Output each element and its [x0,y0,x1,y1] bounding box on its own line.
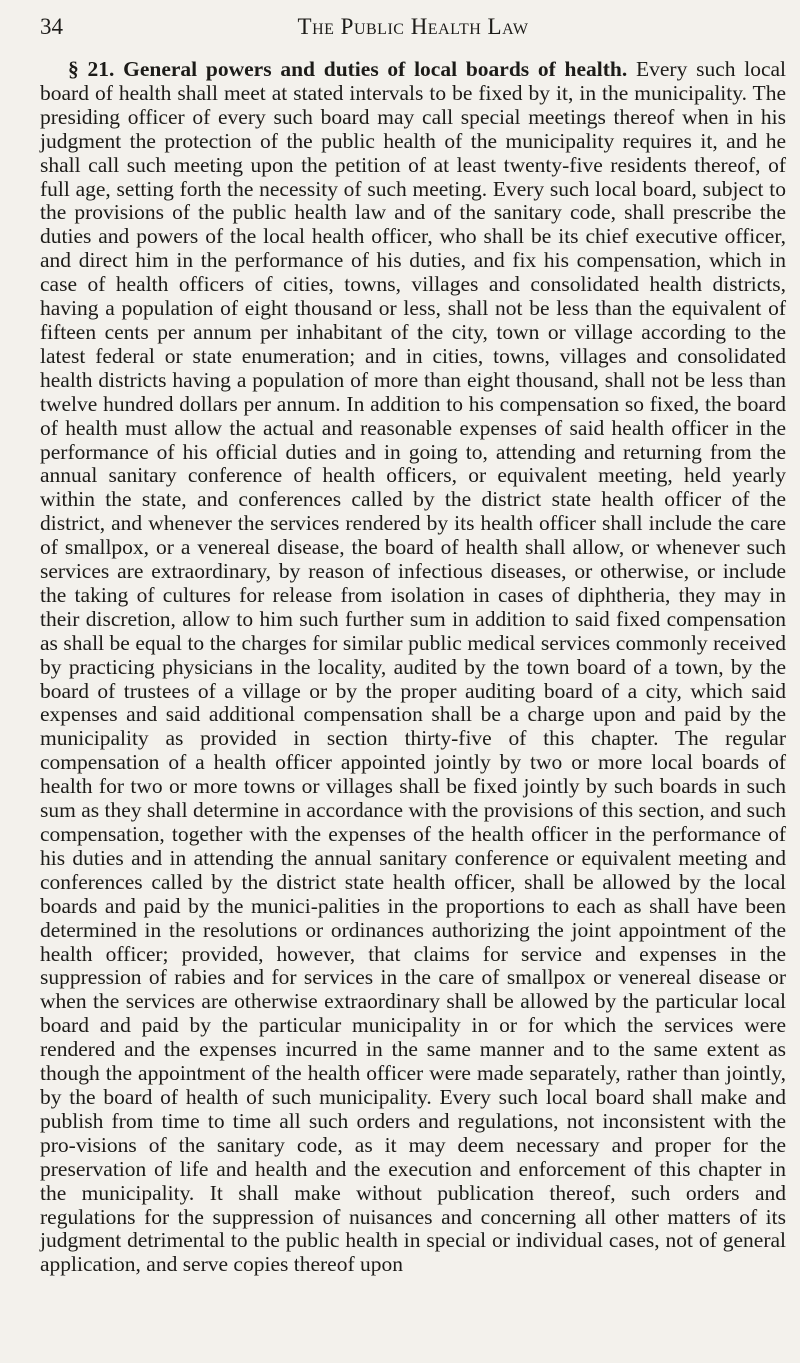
section-number: § 21. [68,57,115,81]
running-title: The Public Health Law [297,14,529,39]
page-number: 34 [40,14,63,39]
section-body-text: Every such local board of health shall meet at stated intervals to be fixed by it, in the municipality. The presiding officer of every such board may call special meetings thereof when in his judgment the protection of the public health of the municipality requires it, and he shall call such meeting upon the petition of at least twenty-five residents thereof, of full age, setting forth the necessity of such meeting. Every such local board, subject to the provisions of the public health law and of the sanitary code, shall prescribe the duties and powers of the local health officer, who shall be its chief executive officer, and direct him in the performance of his duties, and fix his compensation, which in case of health officers of cities, towns, villages and consolidated health districts, having a population of eight thousand or less, shall not be less than the equivalent of fifteen cents per annum per inhabitant of the city, town or village according to the latest federal or state enumeration; and in cities, towns, villages and consolidated health districts having a population of more than eight thousand, shall not be less than twelve hundred dollars per annum. In addition to his compensation so fixed, the board of health must allow the actual and reasonable expenses of said health officer in the performance of his official duties and in going to, attending and returning from the annual sanitary conference of health officers, or equivalent meeting, held yearly within the state, and conferences called by the district state health officer of the district, and whenever the services rendered by its health officer shall include the care of smallpox, or a venereal disease, the board of health shall allow, or whenever such services are extraordinary, by reason of infectious diseases, or otherwise, or include the taking of cultures for release from isolation in cases of diphtheria, they may in their discretion, allow to him such further sum in addition to said fixed compensation as shall be equal to the charges for similar public medical services commonly received by practicing physicians in the locality, audited by the town board of a town, by the board of trustees of a village or by the proper auditing board of a city, which said expenses and said additional compensation shall be a charge upon and paid by the municipality as provided in section thirty-five of this chapter. The regular compensation of a health officer appointed jointly by two or more local boards of health for two or more towns or villages shall be fixed jointly by such boards in such sum as they shall determine in accordance with the provisions of this section, and such compensation, together with the expenses of the health officer in the performance of his duties and in attending the annual sanitary conference or equivalent meeting and conferences called by the district state health officer, shall be allowed by the local boards and paid by the munici-palities in the proportions to each as shall have been determined in the resolutions or ordinances authorizing the joint appointment of the health officer; provided, however, that claims for service and expenses in the suppression of rabies and for services in the care of smallpox or venereal disease or when the services are otherwise extraordinary shall be allowed by the particular local board and paid by the particular municipality in or for which the services were rendered and the expenses incurred in the same manner and to the same extent as though the appointment of the health officer were made separately, rather than jointly, by the board of health of such municipality. Every such local board shall make and publish from time to time all such orders and regulations, not inconsistent with the pro-visions of the sanitary code, as it may deem necessary and proper for the preservation of life and health and the execution and enforcement of this chapter in the municipality. It shall make without publication thereof, such orders and regulations for the suppression of nuisances and concerning all other matters of its judgment detrimental to the public health in special or individual cases, not of general application, and serve copies thereof upon [40,57,787,1277]
section-heading: General powers and duties of local boards of health. [123,57,628,81]
section-21-paragraph [40,58,786,1277]
running-header [40,14,786,44]
